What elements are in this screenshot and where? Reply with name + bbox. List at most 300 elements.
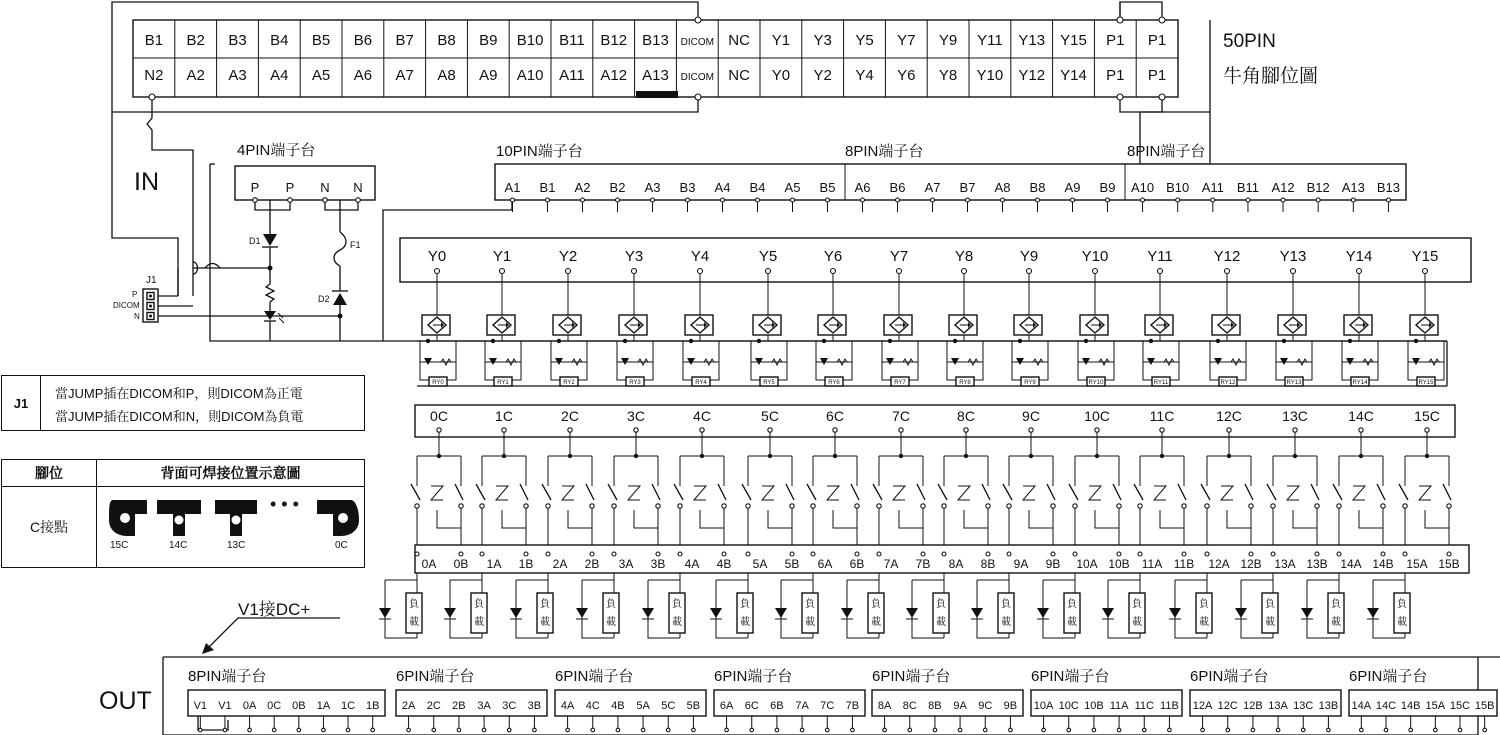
relay-frame	[1078, 350, 1114, 380]
input-block-pin: A11	[1201, 180, 1224, 195]
relay-frame	[683, 350, 719, 380]
contact-junction	[634, 454, 638, 458]
contact-dot	[612, 504, 616, 508]
contact-coil	[1353, 486, 1365, 500]
j1-info-table	[1, 375, 365, 431]
connector-pin: B6	[353, 32, 373, 49]
output-block-pin: 14B	[1400, 700, 1421, 712]
relay-label: RY13	[1286, 380, 1302, 386]
y-output-label: Y11	[1147, 248, 1173, 265]
input-block-pin: B11	[1236, 180, 1260, 195]
relay-frame	[617, 350, 653, 380]
contact-pin	[921, 552, 925, 556]
pin-table-header-left: 腳位	[2, 460, 97, 487]
common-label: 1C	[495, 408, 513, 424]
connector-pin: Y5	[855, 32, 874, 49]
load-label: 負	[936, 599, 946, 610]
contact-switch	[608, 484, 617, 500]
connector-pin: B7	[395, 32, 414, 49]
contact-link	[437, 510, 461, 528]
output-pin-dot	[482, 728, 486, 732]
common-label: 15C	[1414, 408, 1440, 424]
output-pin-dot	[1434, 728, 1438, 732]
y-output-label: Y4	[690, 248, 710, 265]
output-pin-dot	[1301, 728, 1305, 732]
output-pin-dot	[800, 728, 804, 732]
common-label: 9C	[1022, 408, 1040, 424]
output-block-box	[872, 690, 1023, 716]
input-pin-dot	[1176, 198, 1180, 202]
contact-link	[700, 510, 724, 528]
connector-pin: B1	[144, 32, 164, 49]
in-label: IN	[134, 168, 159, 196]
j1-p-label: P	[132, 290, 138, 299]
output-pin-dot	[533, 728, 537, 732]
output-pin-dot	[272, 728, 276, 732]
output-block-pin: 2A	[401, 700, 416, 712]
y-output-label: Y3	[624, 248, 644, 265]
contact-dot	[722, 504, 726, 508]
y-output-label: Y5	[758, 248, 778, 265]
y-output-label: Y6	[823, 248, 843, 265]
output-block-pin: 12A	[1192, 700, 1213, 712]
bus-junction	[491, 339, 495, 343]
contact-link	[502, 510, 526, 528]
connector-pin: Y0	[771, 67, 791, 84]
common-dot	[1359, 428, 1363, 432]
input-block-pin: A3	[644, 180, 661, 195]
output-block-title: 6PIN端子台	[714, 668, 793, 685]
connector-pin: B12	[600, 32, 628, 49]
output-block-pin: 15A	[1425, 700, 1446, 712]
f1-label: F1	[350, 240, 361, 250]
contact-link	[568, 510, 592, 528]
output-block-pin: 11C	[1134, 700, 1154, 712]
input-pin-dot	[966, 198, 970, 202]
relay-frame	[551, 350, 587, 380]
contact-junction	[1227, 454, 1231, 458]
input-pin-dot	[1071, 198, 1075, 202]
connector-pin: A11	[559, 67, 585, 84]
output-pin-dot	[908, 728, 912, 732]
output-pin-dot	[1092, 728, 1096, 732]
terminal-4pin-title: 4PIN端子台	[237, 142, 316, 159]
load-label: 載	[805, 617, 815, 628]
load-label: 載	[672, 617, 682, 628]
output-block-pin: 8C	[902, 700, 917, 712]
load-label: 載	[1001, 617, 1011, 628]
output-pin-dot	[1117, 728, 1121, 732]
contact-switch	[1333, 484, 1342, 500]
connector-pin: Y9	[938, 32, 958, 49]
common-label: 6C	[826, 408, 844, 424]
output-pin-dot	[692, 728, 696, 732]
output-block-pin: 1C	[341, 700, 356, 712]
output-block-pin: 6A	[719, 700, 734, 712]
output-pin-dot	[1009, 728, 1013, 732]
connector-pin: Y15	[1060, 32, 1087, 49]
input-block-pin: A7	[924, 180, 941, 195]
contact-label: 10B	[1108, 557, 1130, 571]
output-block-pin: 9B	[1003, 700, 1018, 712]
input-block-pin: A12	[1271, 180, 1295, 195]
y-output-label: Y10	[1081, 248, 1109, 265]
contact-pin	[1117, 552, 1121, 556]
connector-pin: A8	[437, 67, 456, 84]
common-label: 4C	[693, 408, 711, 424]
contact-dot	[1249, 504, 1253, 508]
connector-pin: NC	[728, 32, 750, 49]
load-label: 負	[1001, 599, 1011, 610]
common-dot	[768, 428, 772, 432]
contact-pin	[1138, 552, 1142, 556]
connector-pin: A7	[395, 67, 414, 84]
connector-tap	[1159, 17, 1165, 23]
connector-pin: Y1	[771, 32, 791, 49]
common-label: 5C	[761, 408, 779, 424]
input-terminal-row	[495, 164, 1406, 200]
contact-label: 11A	[1141, 557, 1163, 571]
contact-link	[634, 510, 658, 528]
output-block-pin: 8A	[877, 700, 892, 712]
common-label: 12C	[1216, 408, 1242, 424]
contact-label: 6A	[817, 557, 833, 571]
v1-note: V1接DC+	[238, 600, 311, 619]
terminal-pin-dot	[288, 198, 293, 203]
load-label: 載	[474, 617, 484, 628]
output-pin-dot	[1067, 728, 1071, 732]
output-pin-dot	[223, 728, 227, 732]
output-block-title: 6PIN端子台	[396, 668, 475, 685]
contact-switch	[652, 484, 660, 500]
output-block-pin: 7A	[795, 700, 809, 712]
contact-switch	[718, 484, 726, 500]
output-pin-dot	[322, 728, 326, 732]
contact-link	[833, 510, 857, 528]
relay-label: RY12	[1220, 380, 1236, 386]
connector-pin: B13	[642, 32, 669, 49]
output-pin-dot	[1409, 728, 1413, 732]
relay-frame	[1012, 350, 1048, 380]
input-pin-dot	[546, 198, 550, 202]
y-output-dot	[435, 269, 440, 274]
bus-junction	[1282, 339, 1286, 343]
connector-pin: A13	[642, 67, 669, 84]
contact-junction	[899, 454, 903, 458]
bus-junction	[1216, 339, 1220, 343]
load-label: 負	[805, 599, 815, 610]
j1-info-line-2: 當JUMP插在DICOM和N，則DICOM為負電	[55, 409, 304, 424]
output-block-title: 6PIN端子台	[1349, 668, 1428, 685]
connector-pin: A12	[600, 67, 628, 84]
terminal-pin-dot	[323, 198, 328, 203]
contact-junction	[700, 454, 704, 458]
common-label: 10C	[1084, 408, 1110, 424]
contact-dot	[1403, 504, 1407, 508]
load-label: 載	[871, 617, 881, 628]
connector-pin: A2	[186, 67, 205, 84]
contact-label: 3B	[650, 557, 666, 571]
contact-label: 2A	[552, 557, 568, 571]
relay-frame	[1210, 350, 1246, 380]
contact-coil	[496, 486, 508, 500]
j1-dicom-label: DICOM	[113, 301, 140, 310]
relay-frame	[1408, 350, 1444, 380]
input-block-pin: B1	[539, 180, 556, 195]
load-label: 負	[740, 599, 750, 610]
input-pin-dot	[1386, 198, 1390, 202]
contact-switch	[542, 484, 551, 500]
connector-pin: N2	[144, 67, 164, 84]
connector-pin: Y8	[938, 67, 958, 84]
common-dot	[1160, 428, 1164, 432]
contact-pin	[1051, 552, 1055, 556]
load-label: 載	[740, 617, 750, 628]
output-block-title: 6PIN端子台	[872, 668, 951, 685]
bus-junction	[757, 339, 761, 343]
contact-switch	[1047, 484, 1055, 500]
contact-pin	[1447, 552, 1451, 556]
input-block-pin: B9	[1099, 180, 1116, 195]
contact-coil	[1419, 486, 1431, 500]
output-block-box	[714, 690, 865, 716]
common-dot	[1293, 428, 1297, 432]
connector-key-notch	[636, 91, 678, 98]
bus-junction	[623, 339, 627, 343]
contact-switch	[1267, 484, 1276, 500]
contact-dot	[1205, 504, 1209, 508]
pad-label: 14C	[169, 540, 188, 551]
output-pin-dot	[1251, 728, 1255, 732]
input-block-pin: A2	[574, 180, 591, 195]
connector-pin: B5	[311, 32, 331, 49]
contact-dot	[921, 504, 925, 508]
contact-link	[1293, 510, 1317, 528]
common-dot	[634, 428, 638, 432]
y-output-dot	[1291, 269, 1296, 274]
relay-label: RY4	[695, 380, 707, 386]
y-output-dot	[698, 269, 703, 274]
contact-pin	[546, 552, 550, 556]
contact-label: 0A	[421, 557, 437, 571]
load-label: 載	[606, 617, 616, 628]
contact-switch	[455, 484, 463, 500]
contact-link	[1359, 510, 1383, 528]
contact-switch	[873, 484, 882, 500]
contact-coil	[562, 486, 574, 500]
input-block-title: 8PIN端子台	[845, 143, 924, 160]
contact-pin	[855, 552, 859, 556]
output-block-pin: 10B	[1084, 700, 1104, 712]
relay-label: RY1	[497, 380, 509, 386]
output-block-pin: 8B	[928, 700, 942, 712]
output-pin-dot	[371, 728, 375, 732]
contact-label: 14B	[1372, 557, 1394, 571]
contact-label: 0B	[453, 557, 469, 571]
connector-pin: DICOM	[680, 72, 714, 83]
contact-label: 1A	[486, 557, 502, 571]
input-block-pin: B4	[749, 180, 766, 195]
connector-tap	[1117, 94, 1123, 100]
output-block-pin: 3C	[502, 700, 517, 712]
relay-frame	[947, 350, 983, 380]
j1-pin	[149, 305, 152, 308]
output-block-pin: 3B	[527, 700, 542, 712]
input-block-pin: A8	[994, 180, 1011, 195]
contact-coil	[958, 486, 970, 500]
connector-pin: DICOM	[680, 37, 714, 48]
output-pin-dot	[1458, 728, 1462, 732]
relay-frame	[1276, 350, 1312, 380]
output-block-pin: 3A	[477, 700, 491, 712]
contact-label: 15B	[1438, 557, 1460, 571]
contact-switch	[411, 484, 420, 500]
contact-junction	[833, 454, 837, 458]
input-block-pin: B5	[819, 180, 836, 195]
relay-label: RY8	[959, 380, 971, 386]
output-block-pin: 4B	[611, 700, 625, 712]
y-output-dot	[766, 269, 771, 274]
pad-shapes	[105, 490, 365, 550]
input-pin-dot	[826, 198, 830, 202]
contact-label: 10A	[1076, 557, 1098, 571]
connector-pin: B11	[559, 32, 585, 49]
connector-pin: B3	[228, 32, 247, 49]
common-dot	[833, 428, 837, 432]
load-label: 負	[1067, 599, 1077, 610]
contact-pin	[1205, 552, 1209, 556]
contact-link	[1029, 510, 1053, 528]
output-pin-dot	[1276, 728, 1280, 732]
contact-switch	[1134, 484, 1143, 500]
output-block-pin: 10C	[1058, 700, 1079, 712]
input-block-pin: A1	[504, 180, 521, 195]
contact-link	[899, 510, 923, 528]
connector-pin: Y3	[813, 32, 832, 49]
contact-junction	[568, 454, 572, 458]
output-block-box	[555, 690, 706, 716]
input-block-title: 8PIN端子台	[1127, 143, 1206, 160]
load-label: 載	[1132, 617, 1142, 628]
input-block-pin: B2	[609, 180, 626, 195]
contact-pin	[656, 552, 660, 556]
output-block-pin: 5C	[661, 700, 676, 712]
bus-junction	[689, 339, 693, 343]
contact-switch	[1443, 484, 1451, 500]
contact-coil	[628, 486, 640, 500]
load-label: 載	[1397, 617, 1407, 628]
contact-dot	[1381, 504, 1385, 508]
y-output-label: Y14	[1345, 248, 1373, 265]
input-block-pin: B6	[889, 180, 906, 195]
load-label: 負	[540, 599, 550, 610]
contact-label: 4B	[716, 557, 732, 571]
contact-switch	[1201, 484, 1210, 500]
input-block-pin: A5	[784, 180, 801, 195]
output-pin-dot	[616, 728, 620, 732]
contact-label: 14A	[1340, 557, 1362, 571]
load-label: 負	[606, 599, 616, 610]
bus-junction	[1348, 339, 1352, 343]
common-label: 2C	[561, 408, 579, 424]
contact-dot	[1117, 504, 1121, 508]
contact-coil	[1023, 486, 1035, 500]
output-block-title: 8PIN端子台	[188, 668, 267, 685]
input-pin-dot	[616, 198, 620, 202]
contact-coil	[762, 486, 774, 500]
contact-switch	[786, 484, 794, 500]
y-output-label: Y12	[1213, 248, 1241, 265]
j1-info-line-1: 當JUMP插在DICOM和P，則DICOM為正電	[55, 386, 303, 401]
output-pin-dot	[983, 728, 987, 732]
output-block-title: 6PIN端子台	[1031, 668, 1110, 685]
d2-label: D2	[318, 294, 330, 304]
input-pin-dot	[511, 198, 515, 202]
output-block-pin: 14A	[1351, 700, 1372, 712]
y-output-dot	[1423, 269, 1428, 274]
contact-pin	[1271, 552, 1275, 556]
contact-label: 2B	[584, 557, 600, 571]
pad-label: 15C	[110, 540, 129, 551]
contact-switch	[674, 484, 683, 500]
output-block-pin: 0B	[292, 700, 306, 712]
output-pin-dot	[297, 728, 301, 732]
contact-switch	[1311, 484, 1319, 500]
output-block-pin: 14C	[1375, 700, 1397, 712]
relay-frame	[816, 350, 852, 380]
input-pin-dot	[581, 198, 585, 202]
output-block-title: 6PIN端子台	[555, 668, 634, 685]
input-pin-dot	[721, 198, 725, 202]
output-block-title: 6PIN端子台	[1190, 668, 1269, 685]
contact-pin	[678, 552, 682, 556]
relay-label: RY5	[763, 380, 775, 386]
relay-label: RY3	[629, 380, 641, 386]
output-pin-dot	[958, 728, 962, 732]
output-block-pin: 0C	[267, 700, 282, 712]
output-pin-dot	[1142, 728, 1146, 732]
contact-switch	[982, 484, 990, 500]
output-pin-dot	[1384, 728, 1388, 732]
terminal-4pin-pin: N	[320, 180, 330, 195]
contact-label: 5B	[784, 557, 800, 571]
out-label: OUT	[99, 687, 152, 715]
common-dot	[568, 428, 572, 432]
header-pin-label: 50PIN	[1223, 31, 1276, 52]
contact-dot	[746, 504, 750, 508]
j1-pin	[149, 295, 152, 298]
contact-pin	[524, 552, 528, 556]
output-block-pin: 13A	[1268, 700, 1288, 712]
contact-label: 7A	[883, 557, 899, 571]
bus-junction	[1084, 339, 1088, 343]
contact-dot	[1315, 504, 1319, 508]
j1-pin	[149, 315, 152, 318]
input-block-pin: A4	[714, 180, 731, 195]
connector-pin: P1	[1106, 67, 1125, 84]
contact-label: 7B	[915, 557, 931, 571]
load-label: 負	[672, 599, 682, 610]
contact-switch	[1178, 484, 1186, 500]
contact-link	[1095, 510, 1119, 528]
contact-label: 5A	[752, 557, 768, 571]
input-pin-dot	[931, 198, 935, 202]
contact-label: 9A	[1013, 557, 1029, 571]
contact-label: 3A	[618, 557, 634, 571]
contact-pin	[1315, 552, 1319, 556]
connector-pin: Y4	[855, 67, 874, 84]
y-output-dot	[962, 269, 967, 274]
